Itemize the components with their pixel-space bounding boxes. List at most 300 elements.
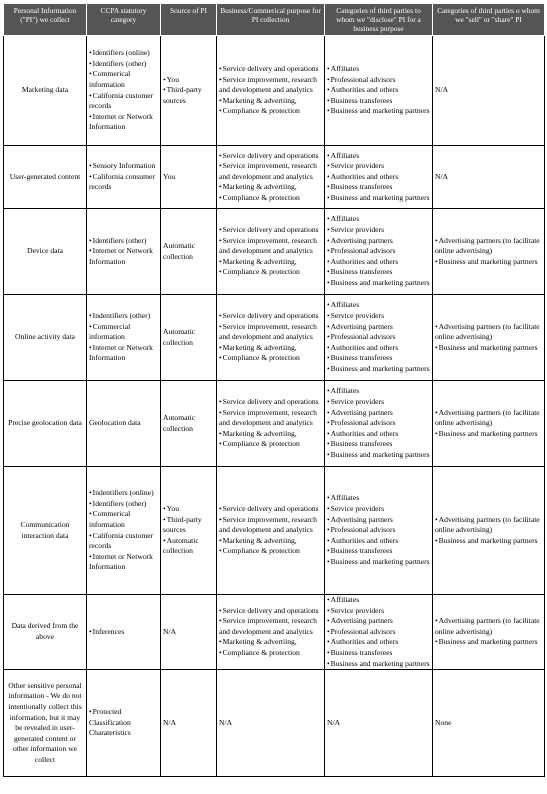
list-item bbox=[89, 91, 158, 112]
bullet: • bbox=[219, 161, 222, 171]
disclose-cell bbox=[325, 467, 433, 595]
category-cell bbox=[87, 381, 161, 467]
bullet: • bbox=[219, 311, 222, 321]
table-row bbox=[4, 595, 545, 670]
list-item-text: Internet or Network Information bbox=[89, 111, 153, 132]
list-item bbox=[435, 257, 542, 268]
disclose-cell bbox=[325, 146, 433, 209]
list-item-text: Advertising partners (to facilitate online advertising) bbox=[435, 407, 540, 428]
list-item bbox=[219, 311, 322, 322]
bullet: • bbox=[219, 647, 222, 657]
bullet: • bbox=[327, 439, 330, 449]
list-item-text: Service improvement, research and development and analytics bbox=[219, 514, 317, 535]
bullet: • bbox=[327, 342, 330, 352]
list-item-text: Authorities and others bbox=[330, 428, 399, 438]
list-item bbox=[327, 418, 430, 429]
list-item bbox=[327, 172, 430, 183]
list-item bbox=[89, 488, 158, 499]
cell-text: None bbox=[435, 717, 452, 727]
list-item bbox=[327, 536, 430, 547]
bullet: • bbox=[435, 535, 438, 545]
list-item-text: Compliance & protection bbox=[222, 192, 300, 202]
list-item-text: Service delivery and operations bbox=[222, 225, 319, 235]
list-item-text: Service improvement, research and development and analytics bbox=[219, 235, 317, 256]
list-item-text: Commerical information bbox=[89, 509, 131, 529]
list-item-text: Service delivery and operations bbox=[222, 64, 319, 74]
list-item bbox=[89, 161, 158, 172]
bullet: • bbox=[327, 311, 330, 321]
bullet: • bbox=[327, 363, 330, 373]
table-row bbox=[4, 209, 545, 295]
bullet: • bbox=[327, 546, 330, 556]
list-item-text: Service providers bbox=[330, 504, 385, 514]
list-item bbox=[327, 85, 430, 96]
bullet: • bbox=[327, 605, 330, 615]
list-item bbox=[219, 648, 322, 659]
list-item-text: Marketing & advertiing, bbox=[222, 535, 297, 545]
list-item bbox=[219, 429, 322, 440]
list-item bbox=[327, 648, 430, 659]
list-item bbox=[219, 161, 322, 182]
list-item bbox=[219, 75, 322, 96]
purpose-cell bbox=[217, 381, 325, 467]
purpose-cell bbox=[217, 670, 325, 777]
bullet: • bbox=[327, 493, 330, 503]
list-item bbox=[327, 408, 430, 419]
bullet: • bbox=[89, 488, 92, 498]
list-item-text: Internet or Network Information bbox=[89, 551, 153, 572]
sell-cell bbox=[433, 295, 545, 381]
cell-text: N/A bbox=[327, 717, 341, 727]
table-row bbox=[4, 381, 545, 467]
bullet: • bbox=[89, 551, 92, 561]
bullet: • bbox=[327, 637, 330, 647]
list-item-text: Affiliates bbox=[330, 493, 360, 503]
bullet: • bbox=[219, 321, 222, 331]
list-item-text: Business and marketing partners bbox=[330, 556, 430, 566]
list-item bbox=[327, 515, 430, 526]
list-item-text: Service delivery and operations bbox=[222, 605, 319, 615]
category-cell bbox=[87, 595, 161, 670]
list-item bbox=[89, 509, 158, 530]
list-item-text: Protected Classification Charateristics bbox=[89, 707, 131, 738]
bullet: • bbox=[89, 530, 92, 540]
sell-cell bbox=[433, 146, 545, 209]
bullet: • bbox=[89, 48, 92, 58]
bullet: • bbox=[219, 74, 222, 84]
list-item-text: Professional advisors bbox=[330, 418, 396, 428]
category-cell bbox=[87, 146, 161, 209]
list-item-text: Service improvement, research and development and analytics bbox=[219, 321, 317, 342]
bullet: • bbox=[219, 605, 222, 615]
list-item bbox=[327, 557, 430, 568]
list-item bbox=[89, 112, 158, 133]
list-item bbox=[435, 322, 542, 343]
list-item bbox=[327, 64, 430, 75]
bullet: • bbox=[163, 514, 166, 524]
bullet: • bbox=[327, 256, 330, 266]
table-header-row bbox=[4, 4, 545, 36]
category-cell bbox=[87, 467, 161, 595]
purpose-cell bbox=[217, 146, 325, 209]
disclose-cell bbox=[325, 209, 433, 295]
list-item bbox=[327, 106, 430, 117]
bullet: • bbox=[89, 707, 92, 717]
bullet: • bbox=[327, 595, 330, 604]
bullet: • bbox=[327, 150, 330, 160]
list-item bbox=[327, 386, 430, 397]
pi-cell bbox=[4, 467, 87, 595]
category-cell bbox=[87, 36, 161, 146]
list-item bbox=[435, 429, 542, 440]
cell-text: N/A bbox=[435, 171, 449, 181]
list-item-text: Affiliates bbox=[330, 64, 360, 74]
list-item-text: Advertising partners bbox=[330, 235, 393, 245]
bullet: • bbox=[89, 246, 92, 256]
list-item-text: Business transferees bbox=[330, 267, 393, 277]
list-item-text: Service improvement, research and development and analytics bbox=[219, 74, 317, 95]
list-item bbox=[219, 408, 322, 429]
list-item-text: Automatic collection bbox=[163, 535, 199, 556]
cell-text: Geolocation data bbox=[89, 418, 141, 428]
disclose-cell bbox=[325, 670, 433, 777]
sell-cell bbox=[433, 595, 545, 670]
bullet: • bbox=[327, 161, 330, 171]
list-item bbox=[327, 161, 430, 172]
bullet: • bbox=[327, 235, 330, 245]
list-item bbox=[219, 343, 322, 354]
list-item-text: Identifiers (other) bbox=[92, 498, 147, 508]
bullet: • bbox=[327, 386, 330, 396]
list-item-text: Authorities and others bbox=[330, 171, 399, 181]
list-item bbox=[89, 69, 158, 90]
list-item bbox=[89, 236, 158, 247]
list-item bbox=[219, 439, 322, 450]
list-item bbox=[219, 353, 322, 364]
purpose-cell bbox=[217, 467, 325, 595]
bullet: • bbox=[327, 514, 330, 524]
bullet: • bbox=[89, 161, 92, 171]
list-item-text: Compliance & protection bbox=[222, 647, 300, 657]
list-item bbox=[219, 257, 322, 268]
bullet: • bbox=[327, 95, 330, 105]
list-item bbox=[219, 267, 322, 278]
list-item bbox=[435, 536, 542, 547]
list-item bbox=[327, 616, 430, 627]
list-item-text: Marketing & advertiing, bbox=[222, 95, 297, 105]
table-body bbox=[4, 36, 545, 777]
list-item bbox=[327, 193, 430, 204]
table-row bbox=[4, 36, 545, 146]
list-item-text: Identifiers (online) bbox=[92, 48, 150, 58]
header-disclose: Categories of third parties to whom we "disclose" PI for a business purpose bbox=[325, 4, 433, 36]
bullet: • bbox=[89, 342, 92, 352]
bullet: • bbox=[327, 449, 330, 459]
bullet: • bbox=[327, 535, 330, 545]
list-item bbox=[219, 106, 322, 117]
list-item bbox=[219, 504, 322, 515]
list-item-text: California consumer records bbox=[89, 171, 155, 192]
list-item bbox=[219, 182, 322, 193]
bullet: • bbox=[219, 353, 222, 363]
bullet: • bbox=[327, 214, 330, 224]
list-item bbox=[89, 707, 158, 739]
list-item bbox=[327, 225, 430, 236]
list-item bbox=[219, 637, 322, 648]
header-ccpa-category: CCPA statutory category bbox=[87, 4, 161, 36]
bullet: • bbox=[163, 74, 166, 84]
list-item bbox=[327, 214, 430, 225]
purpose-cell bbox=[217, 295, 325, 381]
list-item-text: Business and marketing partners bbox=[330, 106, 430, 116]
bullet: • bbox=[327, 626, 330, 636]
list-item bbox=[89, 627, 158, 638]
bullet: • bbox=[327, 658, 330, 668]
list-item bbox=[219, 606, 322, 617]
list-item bbox=[327, 546, 430, 557]
list-item-text: Marketing & advertiing, bbox=[222, 182, 297, 192]
list-item-text: You bbox=[166, 74, 179, 84]
list-item bbox=[327, 96, 430, 107]
list-item-text: Internet or Network Information bbox=[89, 342, 153, 363]
disclose-cell bbox=[325, 36, 433, 146]
list-item-text: Affiliates bbox=[330, 214, 360, 224]
cell-text: Data derived from the above bbox=[11, 621, 79, 642]
list-item-text: Service providers bbox=[330, 605, 385, 615]
list-item-text: Service delivery and operations bbox=[222, 504, 319, 514]
list-item bbox=[327, 267, 430, 278]
pi-cell bbox=[4, 595, 87, 670]
list-item bbox=[327, 300, 430, 311]
list-item-text: Advertising partners bbox=[330, 616, 393, 626]
cell-text: Marketing data bbox=[21, 85, 69, 95]
list-item-text: Service delivery and operations bbox=[222, 150, 319, 160]
bullet: • bbox=[219, 150, 222, 160]
source-cell bbox=[161, 381, 217, 467]
list-item bbox=[327, 364, 430, 375]
bullet: • bbox=[327, 332, 330, 342]
list-item-text: Business and marketing partners bbox=[330, 192, 430, 202]
list-item bbox=[163, 536, 214, 557]
header-sell-share: Categories of third parties o whom we "sell" or "share" PI bbox=[433, 4, 545, 36]
list-item-text: Business transferees bbox=[330, 353, 393, 363]
category-cell bbox=[87, 209, 161, 295]
list-item-text: Affiliates bbox=[330, 595, 360, 604]
bullet: • bbox=[89, 626, 92, 636]
list-item-text: Third-party sources bbox=[163, 514, 202, 535]
list-item-text: Professional advisors bbox=[330, 74, 396, 84]
list-item bbox=[327, 429, 430, 440]
bullet: • bbox=[219, 637, 222, 647]
list-item-text: Business and marketing partners bbox=[330, 658, 430, 668]
bullet: • bbox=[327, 407, 330, 417]
list-item bbox=[327, 504, 430, 515]
list-item-text: Business and marketing partners bbox=[438, 428, 538, 438]
list-item-text: Service providers bbox=[330, 397, 385, 407]
bullet: • bbox=[327, 300, 330, 310]
list-item bbox=[327, 236, 430, 247]
list-item-text: Compliance & protection bbox=[222, 353, 300, 363]
bullet: • bbox=[89, 321, 92, 331]
list-item bbox=[219, 536, 322, 547]
list-item-text: Business transferees bbox=[330, 546, 393, 556]
list-item bbox=[89, 172, 158, 193]
bullet: • bbox=[435, 407, 438, 417]
bullet: • bbox=[327, 397, 330, 407]
list-item bbox=[89, 499, 158, 510]
list-item bbox=[163, 515, 214, 536]
bullet: • bbox=[219, 182, 222, 192]
list-item-text: Marketing & advertiing, bbox=[222, 256, 297, 266]
list-item bbox=[327, 343, 430, 354]
bullet: • bbox=[219, 256, 222, 266]
disclose-cell bbox=[325, 381, 433, 467]
list-item bbox=[435, 343, 542, 354]
bullet: • bbox=[219, 514, 222, 524]
list-item-text: Business and marketing partners bbox=[438, 256, 538, 266]
list-item bbox=[219, 151, 322, 162]
list-item bbox=[327, 322, 430, 333]
table-row bbox=[4, 295, 545, 381]
list-item bbox=[89, 311, 158, 322]
list-item-text: Business transferees bbox=[330, 647, 393, 657]
list-item bbox=[327, 450, 430, 461]
bullet: • bbox=[327, 556, 330, 566]
list-item bbox=[327, 397, 430, 408]
list-item-text: Identifiers (other) bbox=[92, 58, 147, 68]
source-cell bbox=[161, 467, 217, 595]
list-item-text: Service providers bbox=[330, 311, 385, 321]
bullet: • bbox=[219, 192, 222, 202]
bullet: • bbox=[327, 192, 330, 202]
list-item-text: Business transferees bbox=[330, 95, 393, 105]
header-purpose: Business/Commerical purpose for PI collection bbox=[217, 4, 325, 36]
bullet: • bbox=[219, 267, 222, 277]
bullet: • bbox=[327, 246, 330, 256]
list-item bbox=[327, 606, 430, 617]
bullet: • bbox=[327, 504, 330, 514]
list-item bbox=[327, 637, 430, 648]
header-source: Source of PI bbox=[161, 4, 217, 36]
list-item bbox=[163, 504, 214, 515]
list-item-text: Marketing & advertiing, bbox=[222, 342, 297, 352]
list-item bbox=[435, 236, 542, 257]
list-item-text: Affiliates bbox=[330, 300, 360, 310]
list-item bbox=[435, 637, 542, 648]
list-item-text: Advertising partners (to facilitate online advertising) bbox=[435, 321, 540, 342]
list-item bbox=[327, 278, 430, 289]
list-item bbox=[327, 311, 430, 322]
list-item bbox=[219, 193, 322, 204]
list-item-text: Commercial information bbox=[89, 321, 131, 342]
bullet: • bbox=[219, 546, 222, 556]
category-cell bbox=[87, 670, 161, 777]
list-item-text: Service delivery and operations bbox=[222, 311, 319, 321]
cell-text: Device data bbox=[26, 246, 64, 256]
sell-cell bbox=[433, 467, 545, 595]
bullet: • bbox=[327, 64, 330, 74]
sell-cell bbox=[433, 209, 545, 295]
bullet: • bbox=[89, 498, 92, 508]
list-item-text: Commerical information bbox=[89, 69, 131, 89]
bullet: • bbox=[219, 106, 222, 116]
table-row bbox=[4, 467, 545, 595]
list-item bbox=[435, 616, 542, 637]
list-item bbox=[327, 182, 430, 193]
cell-text: Communication interaction data bbox=[20, 519, 70, 540]
list-item bbox=[327, 353, 430, 364]
list-item bbox=[327, 493, 430, 504]
bullet: • bbox=[89, 311, 92, 321]
bullet: • bbox=[327, 106, 330, 116]
list-item-text: Marketing & advertiing, bbox=[222, 428, 297, 438]
list-item-text: Authorities and others bbox=[330, 256, 399, 266]
list-item-text: Compliance & protection bbox=[222, 546, 300, 556]
bullet: • bbox=[327, 647, 330, 657]
sell-cell bbox=[433, 670, 545, 777]
bullet: • bbox=[327, 616, 330, 626]
bullet: • bbox=[435, 428, 438, 438]
source-cell bbox=[161, 595, 217, 670]
bullet: • bbox=[219, 235, 222, 245]
list-item-text: Authorities and others bbox=[330, 342, 399, 352]
list-item-text: Business and marketing partners bbox=[438, 637, 538, 647]
list-item bbox=[89, 531, 158, 552]
list-item-text: Authorities and others bbox=[330, 535, 399, 545]
list-item bbox=[327, 257, 430, 268]
list-item-text: Advertising partners (to facilitate online advertising) bbox=[435, 616, 540, 636]
disclose-cell bbox=[325, 295, 433, 381]
bullet: • bbox=[219, 342, 222, 352]
sell-cell bbox=[433, 36, 545, 146]
list-item-text: Advertising partners bbox=[330, 321, 393, 331]
source-cell bbox=[161, 36, 217, 146]
bullet: • bbox=[163, 504, 166, 514]
list-item-text: Business and marketing partners bbox=[330, 363, 430, 373]
list-item-text: Service improvement, research and development and analytics bbox=[219, 161, 317, 181]
list-item-text: Compliance & protection bbox=[222, 439, 300, 449]
bullet: • bbox=[435, 637, 438, 647]
list-item-text: Marketing & advertiing, bbox=[222, 637, 297, 647]
bullet: • bbox=[327, 74, 330, 84]
bullet: • bbox=[327, 225, 330, 235]
source-cell bbox=[161, 146, 217, 209]
bullet: • bbox=[219, 95, 222, 105]
bullet: • bbox=[89, 69, 92, 79]
bullet: • bbox=[219, 535, 222, 545]
list-item-text: Service improvement, research and development and analytics bbox=[219, 407, 317, 428]
bullet: • bbox=[219, 504, 222, 514]
list-item-text: Indentifiers (other) bbox=[92, 311, 151, 321]
list-item-text: Business and marketing partners bbox=[438, 535, 538, 545]
bullet: • bbox=[89, 58, 92, 68]
list-item bbox=[89, 552, 158, 573]
list-item-text: Business and marketing partners bbox=[438, 342, 538, 352]
bullet: • bbox=[435, 342, 438, 352]
list-item bbox=[163, 75, 214, 86]
cell-text: N/A bbox=[435, 85, 449, 95]
list-item-text: Internet or Network Information bbox=[89, 246, 153, 266]
cell-text: User-generated content bbox=[9, 171, 81, 181]
bullet: • bbox=[327, 267, 330, 277]
bullet: • bbox=[219, 428, 222, 438]
cell-text: Automatic collection bbox=[163, 240, 196, 261]
pi-cell bbox=[4, 670, 87, 777]
pi-disclosure-table bbox=[3, 3, 545, 777]
list-item-text: California customer records bbox=[89, 90, 154, 111]
list-item bbox=[219, 397, 322, 408]
list-item bbox=[89, 48, 158, 59]
